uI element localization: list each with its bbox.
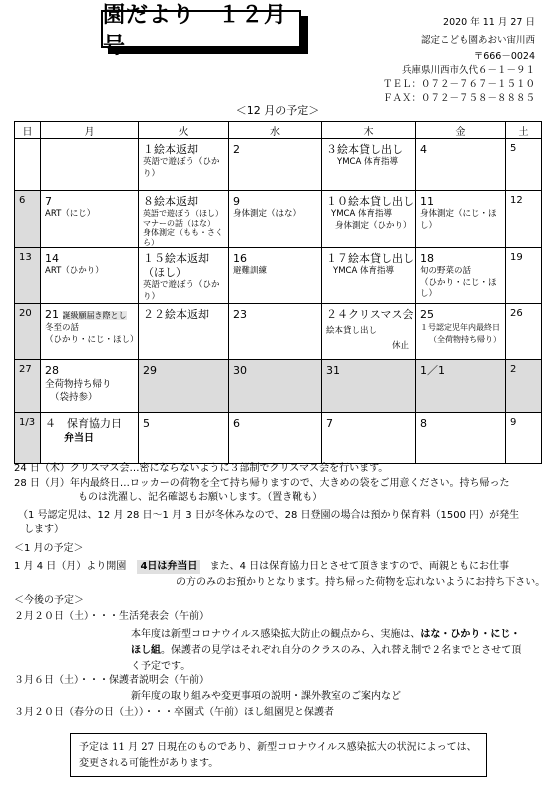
cell-mon (41, 360, 139, 413)
cell-sun: 1/3 (15, 413, 41, 464)
event-note: ART（ひかり） (45, 266, 104, 276)
cell-thu (322, 248, 416, 304)
header-wed: 水 (229, 122, 322, 139)
cell-mon (41, 191, 139, 248)
day-label: 29 (143, 364, 157, 377)
day-label: 23 (233, 308, 247, 321)
calendar-week (15, 413, 542, 464)
day-label: ２２絵本返却 (143, 308, 209, 321)
mar6-detail: 新年度の取り組みや変更事項の説明・課外教室のご案内など (131, 691, 401, 702)
january-open: 1 月 4 日（月）より開園 (14, 561, 127, 572)
january-title: ＜1 月の予定＞ (14, 543, 84, 554)
event-note: 冬至の話 (45, 323, 80, 333)
event-note: 身体測定（はな） (233, 209, 302, 219)
cell-sun: 20 (15, 304, 41, 360)
day-label: 8 (420, 417, 427, 430)
december-calendar (14, 121, 542, 464)
future-title: ＜今後の予定＞ (14, 595, 84, 606)
cell-tue (139, 248, 229, 304)
fax: ＦＡＸ：０７２－７５８－８８８５ (382, 93, 535, 104)
cell-wed (229, 139, 322, 191)
mar20-event: ３月２０日（春分の日（土））・・・卒園式（午前）ほし組園児と保護者 (14, 707, 334, 718)
feb-classes: はな・ひかり・にじ・ (420, 629, 521, 640)
note-winter-break: （1 号認定児は、12 月 28 日～1 月 3 日が冬休みなので、28 日登園の場合は預かり保育料（1500 円）が発生 (18, 510, 520, 521)
cell-thu (322, 360, 416, 413)
event-note: 休止 (391, 340, 409, 351)
cell-wed (229, 360, 322, 413)
cell-sat: 12 (506, 191, 542, 248)
event-note: 絵本貸し出し (326, 326, 378, 336)
event-note: （ひかり・にじ・ほし） (420, 277, 497, 299)
event-note: （全荷物持ち帰り） (429, 334, 501, 344)
notice-box (70, 733, 487, 777)
event-note: 全荷物持ち帰り (45, 379, 112, 390)
event-note: （袋持参） (50, 392, 98, 403)
day-label: １７絵本貸し出し (326, 252, 414, 265)
cell-mon (41, 413, 139, 464)
feb-event: ２月２０日（土）・・・生活発表会（午前） (14, 611, 209, 622)
day-label: 9 (233, 195, 240, 208)
event-note: 英語で遊ぼう（ひかり） (143, 280, 220, 302)
event-note: 避難訓練 (233, 266, 268, 276)
feb-class-hoshi: ほし組 (131, 645, 161, 656)
feb-detail-text-2: 。保護者の見学はそれぞれ自分のクラスのみ、入れ替え制で２名までとさせて頂 (161, 645, 522, 656)
day-label: ４ 保育協力日 (45, 417, 122, 430)
notice-line-1: 予定は 11 月 27 日現在のものであり、新型コロナウイルス感染拡大の状況によっては、 (79, 742, 477, 753)
note-year-end-2: ものは洗濯し、記名確認もお願いします。（置き靴も） (78, 492, 323, 503)
event-note: 英語で遊ぼう（ひかり） (143, 157, 220, 179)
calendar-week (15, 191, 542, 248)
cell-fri (416, 139, 506, 191)
day-label (44, 304, 138, 323)
day-label: 1／1 (420, 364, 445, 377)
highlight-note: 誕級願届き際とし (62, 311, 127, 320)
cell-tue (139, 413, 229, 464)
day-label: １０絵本貸し出し (326, 195, 414, 208)
cell-sat: 9 (506, 413, 542, 464)
day-label: 11 (420, 195, 434, 208)
event-note: YMCA 体育指導 (333, 266, 394, 276)
cell-fri (416, 413, 506, 464)
feb-detail-text: 本年度は新型コロナウイルス感染拡大防止の観点から、実施は、 (131, 629, 421, 640)
note-year-end: 28 日（月）年内最終日…ロッカーの荷物を全て持ち帰りますので、大きめの袋をご用意ください。持ち帰った (14, 478, 510, 489)
note-christmas: 24 日（木）クリスマス会…密にならないように３部制でクリスマス会を行います。 (14, 463, 389, 474)
cell-sat: 19 (506, 248, 542, 304)
event-note: 英語で遊ぼう（ほし） (143, 209, 223, 218)
cell-mon (41, 248, 139, 304)
cell-sun: 27 (15, 360, 41, 413)
cell-tue (139, 304, 229, 360)
day-label: 7 (326, 417, 333, 430)
january-line (14, 560, 542, 574)
event-note: 弁当日 (64, 433, 94, 444)
cell-wed (229, 248, 322, 304)
day-label: 14 (45, 252, 59, 265)
cell-wed (229, 413, 322, 464)
event-note: 身体測定（もも・さくら） (143, 228, 223, 247)
cell-tue (139, 191, 229, 248)
mar6-event: ３月６日（土）・・・保護者説明会（午前） (14, 675, 209, 686)
feb-detail-3: く予定です。 (131, 661, 191, 672)
notice-line-2: 変更される可能性があります。 (79, 758, 219, 769)
cell-sun (15, 139, 41, 191)
note-winter-break-2: します） (24, 524, 64, 535)
calendar-week (15, 248, 542, 304)
day-label: 18 (420, 252, 434, 265)
event-note: １号認定児年内最終日 (420, 323, 500, 332)
event-note: 旬の野菜の話 (420, 266, 472, 276)
day-label: 31 (326, 364, 340, 377)
header-mon: 月 (41, 122, 139, 139)
event-note: マナーの話（はな） (143, 218, 215, 228)
calendar-week (15, 139, 542, 191)
tel: ＴＥＬ：０７２－７６７－１５１０ (382, 79, 535, 90)
cell-thu (322, 304, 416, 360)
day-label: 25 (420, 308, 434, 321)
cell-wed (229, 191, 322, 248)
day-label: 6 (233, 417, 240, 430)
lunch-day-badge: 4日は弁当日 (137, 560, 200, 574)
postal-code: 〒666－0024 (473, 51, 535, 62)
cell-sat: 26 (506, 304, 542, 360)
feb-detail-1 (131, 628, 543, 642)
day-label: １絵本返却 (143, 143, 198, 156)
page-title: 園だより １２月号 (101, 10, 301, 48)
day-label: 28 (45, 364, 59, 377)
day-number: 21 (45, 308, 59, 321)
cell-thu (322, 413, 416, 464)
event-note: 身体測定（ひかり） (335, 220, 412, 231)
header-sat: 土 (506, 122, 542, 139)
day-label: 5 (143, 417, 150, 430)
header-tue: 火 (139, 122, 229, 139)
day-label: ８絵本返却 (143, 195, 198, 208)
january-detail: また、4 日は保育協力日とさせて頂きますので、両親ともにお仕事 (209, 561, 509, 572)
event-note: （ひかり・にじ・ほし） (45, 334, 139, 345)
event-note: YMCA 体育指導 (331, 209, 392, 219)
day-label: 4 (420, 143, 427, 156)
cell-tue (139, 139, 229, 191)
event-note: YMCA 体育指導 (337, 157, 398, 167)
cell-tue (139, 360, 229, 413)
cell-sun: 6 (15, 191, 41, 248)
cell-sun: 13 (15, 248, 41, 304)
cell-wed (229, 304, 322, 360)
header-sun: 日 (15, 122, 41, 139)
org-name: 認定こども園あおい宙川西 (420, 35, 535, 46)
cell-sat: 2 (506, 360, 542, 413)
calendar-week (15, 304, 542, 360)
calendar-week (15, 360, 542, 413)
feb-detail-2 (131, 644, 543, 658)
day-label: 30 (233, 364, 247, 377)
day-label: ３絵本貸し出し (326, 143, 403, 156)
cell-fri (416, 191, 506, 248)
issue-date: 2020 年 11 月 27 日 (443, 17, 535, 28)
header-thu: 木 (322, 122, 416, 139)
january-line-2: の方のみのお預かりとなります。持ち帰った荷物を忘れないようにお持ち下さい。 (176, 577, 546, 588)
cell-mon (41, 139, 139, 191)
day-label: 7 (45, 195, 52, 208)
event-note: 身体測定（にじ・ほし） (420, 209, 497, 231)
day-label: １５絵本返却（ほし） (143, 252, 209, 279)
day-label: 16 (233, 252, 247, 265)
calendar-header-row (15, 122, 542, 139)
event-note: ART（にじ） (45, 209, 96, 219)
day-label: ２４クリスマス会 (326, 308, 414, 321)
cell-sat: 5 (506, 139, 542, 191)
header-fri: 金 (416, 122, 506, 139)
address: 兵庫県川西市久代６－１－９１ (401, 65, 535, 76)
cell-mon (41, 304, 139, 360)
cell-fri (416, 304, 506, 360)
cell-fri (416, 360, 506, 413)
day-label: 2 (233, 143, 240, 156)
cell-fri (416, 248, 506, 304)
cell-thu (322, 139, 416, 191)
cell-thu (322, 191, 416, 248)
schedule-title: ＜12 月の予定＞ (235, 104, 320, 117)
